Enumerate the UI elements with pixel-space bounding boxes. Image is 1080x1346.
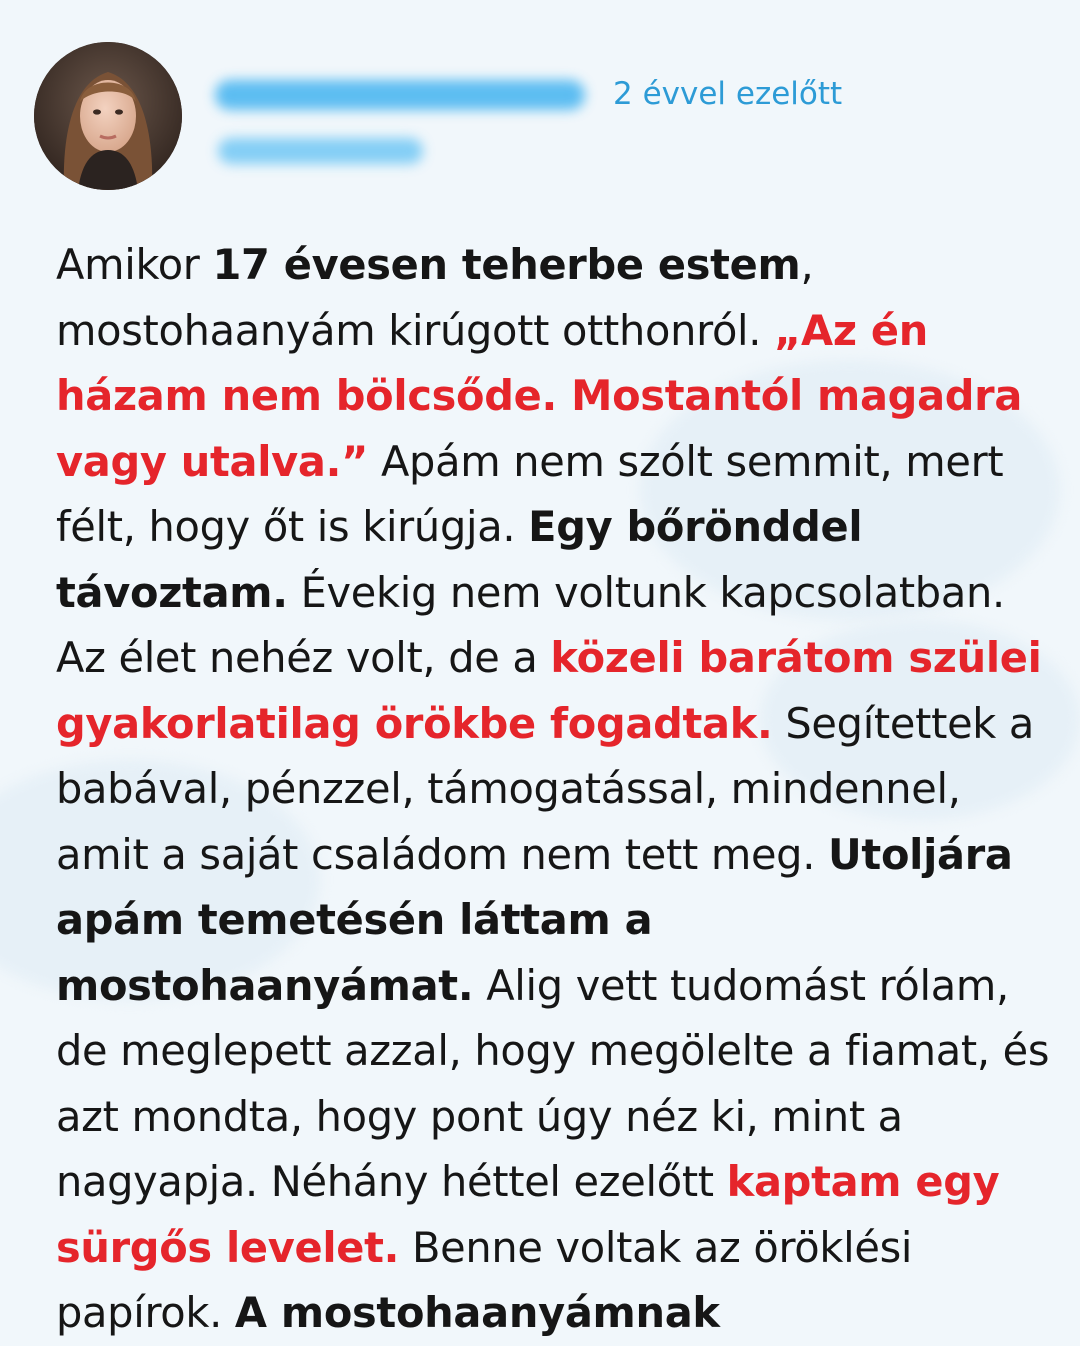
post-timestamp: 2 évvel ezelőtt [613,76,843,112]
text-segment: Amikor [56,240,213,289]
avatar-image [34,42,182,190]
text-segment: , mostohaanyám kirúgott otthonról. [56,240,814,355]
text-segment: Évekig nem voltunk kapcsolatban. Az élet nehéz volt, de a [56,567,1005,682]
post-header [0,0,1080,200]
bold-segment: A mostohaanyámnak [234,1288,720,1337]
highlight-segment: közeli barátom szülei gyakorlatilag örökbe fogadtak. [56,633,1042,748]
post-text [56,232,1056,1346]
user-subtitle-redacted [218,138,423,164]
username-redacted [215,80,585,110]
text-segment: Benne voltak az öröklési papírok. [56,1222,913,1337]
bold-segment: 17 évesen teherbe estem [212,240,801,289]
avatar[interactable] [34,42,182,190]
bold-segment: Egy bőrönddel távoztam. [56,502,863,617]
text-segment: Alig vett tudomást rólam, de meglepett azzal, hogy megölelte a fiamat, és azt mondta, hogy pont úgy néz ki, mint a nagyapja. Néhány héttel ezelőtt [56,960,1050,1206]
highlight-segment: „Az én házam nem bölcsőde. Mostantól magadra vagy utalva.” [56,305,1023,486]
text-segment: Apám nem szólt semmit, mert félt, hogy őt is kirúgja. [56,436,1004,551]
text-segment: Segítettek a babával, pénzzel, támogatással, mindennel, amit a saját családom nem tett meg. [56,698,1035,879]
post-paragraph [56,232,1056,1346]
highlight-segment: kaptam egy sürgős levelet. [56,1157,1000,1272]
bold-segment: Utoljára apám temetésén láttam a mostohaanyámat. [56,829,1013,1010]
